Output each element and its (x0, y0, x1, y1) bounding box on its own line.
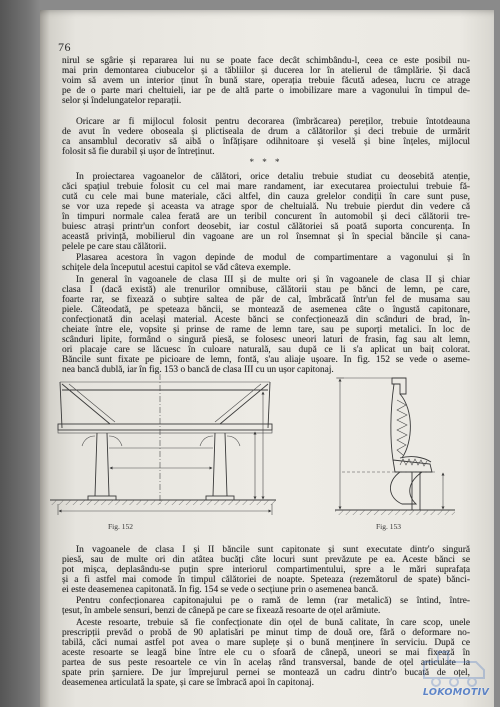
section-separator: * * * (249, 157, 283, 167)
fig-152-drawing (50, 374, 276, 515)
text-line: nea bancă dublă, iar în fig. 153 o bancă de clasa III cu un ușor capitonaj. (62, 365, 334, 375)
page-number: 76 (58, 40, 71, 54)
text-line: voim să avem un interior ținut în bună stare, operația trebuie făcută adesea, lucru ce atrage (62, 76, 470, 86)
text-line: se vor uza repede și aceasta va atrage spor de cheltuială. Nu trebuie pierdut din vedere că (62, 202, 470, 212)
paragraph (62, 545, 470, 595)
seat-springs (400, 459, 427, 466)
floor-hatching (335, 510, 455, 515)
text-line: piele. Câteodată, pe speteaza băncii, se montează de asemenea câte o îngustă capitonare, (62, 305, 470, 315)
bench-leg-left (95, 433, 109, 496)
text-line: Pentru confecționarea capitonajului pe o ramă de lemn (rar metalică) se întind, între- (76, 596, 470, 606)
text-line: această privință, mobilierul din vagoane are un rol însemnat și în special băncile și cana- (62, 232, 470, 242)
text-line: În proiectarea vagoanelor de călători, orice detaliu trebuie studiat cu deosebită atenție, (76, 172, 470, 182)
paragraph (62, 275, 470, 375)
text-line: pelele pe care stau călătorii. (62, 242, 167, 252)
figure-caption: Fig. 152 (108, 522, 134, 531)
text-line: țesut, în ambele sensuri, benzi de cânepă pe care se fixează resoarte de oțel arămiute. (62, 606, 381, 616)
text-line: clasa I (dacă există) ale trenurilor omnibuse, călătorii stau pe bănci de lemn, pe care, (62, 285, 470, 295)
text-line: selor și îndelungatelor reparații. (62, 96, 182, 106)
dimension-ticks (58, 504, 272, 515)
paragraph (62, 117, 470, 157)
bench-foot-right (206, 496, 234, 500)
text-line: Oricare ar fi mijlocul folosit pentru decorarea (îmbrăcarea) pereților, trebuie întotdeauna (76, 117, 470, 127)
seat-frame (393, 460, 432, 472)
text-line: aceste resoarte se leagă bine între ele cu o sfoară de cânepă, uneori se mai fixează în (62, 648, 470, 658)
watermark-locomotive-icon (418, 638, 494, 688)
text-line: de avut în vedere oboseala și plictiseala de drum a călătorilor și deci trebuie de urmărit (62, 127, 470, 137)
text-line: În vagoanele de clasa I și II băncile sunt capitonate și sunt executate dintr'o singură (76, 545, 470, 555)
text-line: Aceste resoarte, trebuie să fie confecționate din oțel de bună calitate, în care scop, unele (76, 618, 470, 628)
seat-frame (58, 430, 272, 433)
text-line: folosit să fie durabil și ușor de întreținut. (62, 147, 215, 157)
text-line: piesă, sau de multe ori din atâtea bucăți câte locuri sunt prevăzute pe ea. Aceste bănci se (62, 555, 470, 565)
text-line: confecționată din același material. Aceste bănci se confecționează din scânduri de brad, în- (62, 315, 470, 325)
text-line: tabilă, căci numai astfel pot avea o mare suplețe și o bună menținere în serviciu. După ce (62, 638, 470, 648)
text-line: ei este deasemenea capitonată. În fig. 154 se vede o secțiune prin o asemenea bancă. (62, 585, 379, 595)
text-line: partea de sus peste resoartele ce vin în acelaș rând transversal, bande de oțel articulate la (62, 658, 470, 668)
leg-bracket-right (200, 436, 240, 446)
text-line: ori placaje care se lăcuesc în culoare naturală, sau după ce li s'a aplicat un baiț colorat. (62, 345, 470, 355)
fig-153-drawing (335, 378, 455, 515)
bench-foot-left (88, 496, 116, 500)
text-line: cută cu cele mai bune materiale, căci altfel, din cauza grelelor condiții în care sunt puse, (62, 192, 470, 202)
paragraph (62, 56, 470, 106)
text-line: buiesc atrași printr'un confort deosebit, iar costul călătoriei să poată suporta concurența. În (62, 222, 470, 232)
watermark-logo: LOKOMOTIV (422, 687, 490, 698)
text-line: Plasarea acestora în vagon depinde de modul de compartimentare a vagonului și în (76, 253, 470, 263)
paragraph (62, 596, 470, 616)
text-line: deasemenea articulată la spate, și care se îmbracă apoi în capitonaj. (62, 678, 314, 688)
text-line: ca ansamblul decorativ să aibă o înfățișare odihnitoare și veselă și bine înțeles, mijlocul (62, 137, 470, 147)
bench-end-post-right (268, 382, 270, 428)
floor-hatching (50, 500, 276, 505)
text-line: mai prin demontarea ciubucelor și a tăbliilor și ducerea lor în atelierul de tâmplărie. Și dacă (62, 66, 470, 76)
text-line: Băncile sunt fixate pe picioare de lemn, fontă, s'au aliaje ușoare. În fig. 152 se vede o aseme- (62, 355, 470, 365)
text-line: în timpuri normale calea ferată are un teribil concurent în automobil și deci călătorii tre- (62, 212, 470, 222)
text-line: cheiate între ele, vopsite și prinse de rame de lemn tare, sau pe suporți metalici. În loc de (62, 325, 470, 335)
paragraph (62, 253, 470, 273)
paragraph (62, 172, 470, 252)
text-line: căci spațiul trebuie folosit cu cel mai mare randament, iar executarea proiectului trebuie fă- (62, 182, 470, 192)
backrest-frame (391, 384, 394, 460)
text-line: nirul se sgârie și repararea lui nu se poate face decât schimbându-l, ceea ce este posibil nu- (62, 56, 470, 66)
bench-end-post-left (60, 382, 62, 428)
text-line: foarte rar, se fixează o subțire saltea de păr de cal, îmbrăcată într'un fel de musama sau (62, 295, 470, 305)
text-line: schițele dela începutul acestui capitol se văd câteva exemple. (62, 263, 291, 273)
text-line: În general în vagoanele de clasa III și de multe ori și în vagoanele de clasa II și chiar (76, 275, 470, 285)
bench-leg-right (213, 433, 227, 496)
text-line: pe de o parte mari cheltuieli, iar pe de altă parte o imobilizare mare a vagonului în timpul de- (62, 86, 470, 96)
leg-bracket-left (82, 436, 122, 446)
backrest-springs (397, 400, 407, 455)
seat-plank (58, 424, 272, 430)
text-line: scânduri lipite, formând o singură piesă, se folosesc uneori laturi de frasin, fag sau alt lemn, (62, 335, 470, 345)
text-line: pot mișca, deplasându-se puțin spre interiorul compartimentului, spre a le mări suprafața (62, 565, 470, 575)
text-line: și a fi astfel mai comode în timpul călătoriei de noapte. Speteaza (rezemătorul de spate) bănci- (62, 575, 470, 585)
text-line: spate prin șarniere. De jur împrejurul pernei se montează un cadru dintr'o bucată de oțel, (62, 668, 470, 678)
seat-support-bracket (390, 472, 422, 504)
paragraph (62, 618, 470, 688)
text-line: prescripții prevăd o probă de 90 aplatisări pe minut timp de două ore, fără o deformare no- (62, 628, 470, 638)
figure-caption: Fig. 153 (376, 522, 402, 531)
figures-drawing (50, 372, 470, 522)
